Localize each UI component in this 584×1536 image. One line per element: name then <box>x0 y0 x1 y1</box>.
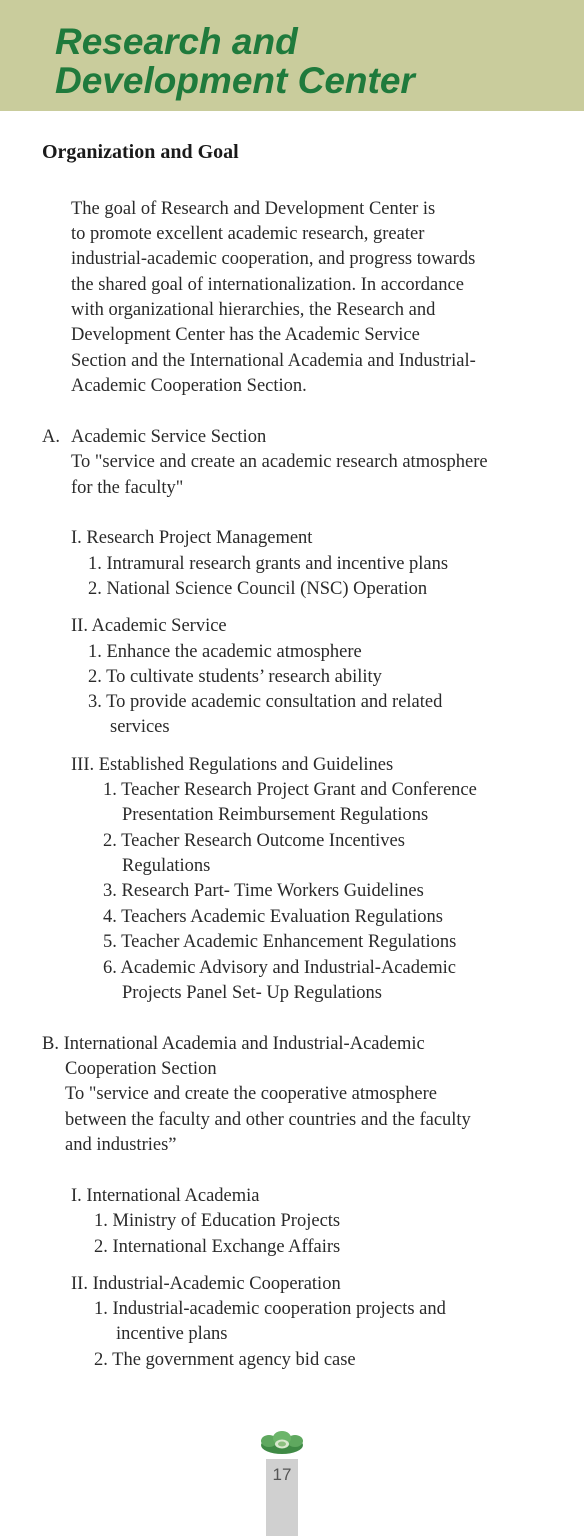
list-item-continued: services <box>110 717 170 737</box>
subsection-title: II. Academic Service <box>71 616 227 636</box>
list-item: 6. Academic Advisory and Industrial-Academic <box>103 958 456 978</box>
list-item: 5. Teacher Academic Enhancement Regulations <box>103 932 457 952</box>
section-b-desc: To "service and create the cooperative atmosphere <box>65 1084 437 1104</box>
intro-line: to promote excellent academic research, greater <box>71 224 425 244</box>
leaf-emblem-icon <box>259 1428 305 1458</box>
list-item: 2. Teacher Research Outcome Incentives <box>103 831 405 851</box>
list-item: 1. Enhance the academic atmosphere <box>88 642 362 662</box>
subsection-title: III. Established Regulations and Guidelines <box>71 755 394 775</box>
intro-line: with organizational hierarchies, the Research and <box>71 300 436 320</box>
subsection-title: II. Industrial-Academic Cooperation <box>71 1274 341 1294</box>
intro-line: the shared goal of internationalization. In accordance <box>71 275 464 295</box>
intro-line: Development Center has the Academic Service <box>71 325 420 345</box>
section-b-desc: between the faculty and other countries and the faculty <box>65 1110 471 1130</box>
list-item: 1. Intramural research grants and incentive plans <box>88 554 449 574</box>
section-b-title: Cooperation Section <box>65 1059 217 1079</box>
list-item: 2. To cultivate students’ research ability <box>88 667 382 687</box>
list-item: 4. Teachers Academic Evaluation Regulations <box>103 907 443 927</box>
section-a-desc: To "service and create an academic research atmosphere <box>71 452 488 472</box>
list-item-continued: Projects Panel Set- Up Regulations <box>122 983 382 1003</box>
list-item: 3. To provide academic consultation and related <box>88 692 443 712</box>
list-item: 1. Industrial-academic cooperation projects and <box>94 1299 446 1319</box>
section-b-desc: and industries” <box>65 1135 177 1155</box>
intro-line: Academic Cooperation Section. <box>71 376 307 396</box>
page-title <box>55 22 415 100</box>
list-item: 2. National Science Council (NSC) Operation <box>88 579 428 599</box>
intro-line: The goal of Research and Development Center is <box>71 199 436 219</box>
intro-line: industrial-academic cooperation, and progress towards <box>71 249 476 269</box>
intro-line: Section and the International Academia and Industrial- <box>71 351 476 371</box>
list-item-continued: incentive plans <box>116 1324 228 1344</box>
subsection-title: I. International Academia <box>71 1186 260 1206</box>
section-heading: Organization and Goal <box>42 141 239 163</box>
title-line-2: Development Center <box>55 60 415 101</box>
section-a-title: Academic Service Section <box>71 427 267 447</box>
list-item: 2. International Exchange Affairs <box>94 1237 341 1257</box>
list-item-continued: Regulations <box>122 856 211 876</box>
list-item-continued: Presentation Reimbursement Regulations <box>122 805 429 825</box>
list-item: 3. Research Part- Time Workers Guidelines <box>103 881 424 901</box>
section-a-label: A. <box>42 427 60 447</box>
section-b-title: B. International Academia and Industrial-Academic <box>42 1034 425 1054</box>
list-item: 2. The government agency bid case <box>94 1350 356 1370</box>
section-a-desc: for the faculty" <box>71 478 184 498</box>
title-line-1: Research and <box>55 21 298 62</box>
header-banner <box>0 0 584 111</box>
page-number: 17 <box>272 1465 292 1484</box>
page-number-bar <box>266 1459 298 1536</box>
list-item: 1. Teacher Research Project Grant and Conference <box>103 780 477 800</box>
subsection-title: I. Research Project Management <box>71 528 313 548</box>
list-item: 1. Ministry of Education Projects <box>94 1211 341 1231</box>
